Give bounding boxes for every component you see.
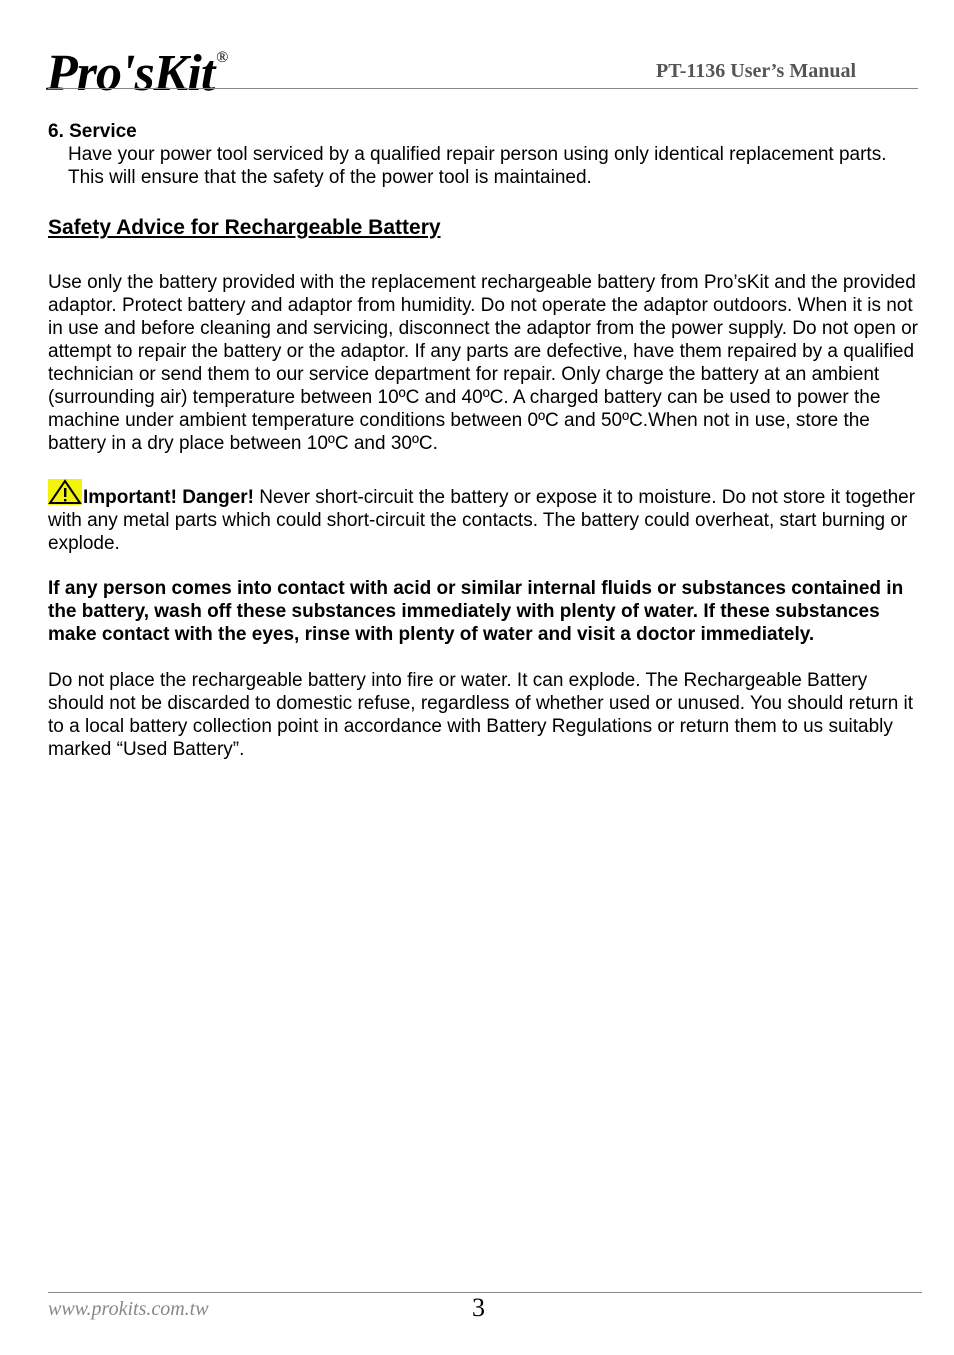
danger-paragraph: [48, 479, 926, 555]
manual-title: PT-1136 User’s Manual: [656, 60, 856, 82]
registered-mark: ®: [216, 49, 228, 66]
service-title: 6. Service: [48, 121, 137, 142]
battery-usage-paragraph: Use only the battery provided with the replacement rechargeable battery from Pro’sKit and the provided adaptor. Protect battery and adaptor from humidity. Do not operate the adaptor outdoors. When it is not in use and before cleaning and servicing, disconnect the adaptor from the power supply. Do not open or attempt to repair the battery or the adaptor. If any parts are defective, have them repaired by a qualified technician or send them to our service department for repair. Only charge the battery at an ambient (surrounding air) temperature between 10ºC and 40ºC. A charged battery can be used to power the machine under ambient temperature conditions between 0ºC and 50ºC.When not in use, store the battery in a dry place between 10ºC and 30ºC.: [48, 272, 918, 454]
warning-triangle-icon: [48, 479, 82, 505]
danger-text: Never short-circuit the battery or expose it to moisture. Do not store it together with any metal parts which could short-circuit the contacts. The battery could overheat, start burning or explode.: [48, 487, 916, 554]
acid-contact-paragraph: If any person comes into contact with acid or similar internal fluids or substances contained in the battery, wash off these substances immediately with plenty of water. If these substances make contact with the eyes, rinse with plenty of water and visit a doctor immediately.: [48, 578, 904, 645]
safety-heading-text: Safety Advice for Rechargeable Battery: [48, 216, 441, 239]
page-content: [48, 120, 926, 761]
danger-label: Important! Danger!: [83, 487, 254, 508]
brand-logo: [46, 30, 227, 102]
footer-divider: [48, 1292, 922, 1293]
footer-url: www.prokits.com.tw: [48, 1298, 209, 1320]
header-divider: [48, 88, 918, 89]
page-number: 3: [472, 1293, 485, 1322]
logo-text: Pro'sKit: [46, 45, 215, 102]
service-body: Have your power tool serviced by a qualified repair person using only identical replacement parts. This will ensure that the safety of the power tool is maintained.: [68, 144, 887, 188]
safety-heading: [48, 215, 455, 241]
disposal-paragraph: Do not place the rechargeable battery into fire or water. It can explode. The Rechargeable Battery should not be discarded to domestic refuse, regardless of whether used or unused. You should return it to a local battery collection point in accordance with Battery Regulations or return them to us suitably marked “Used Battery”.: [48, 670, 914, 760]
